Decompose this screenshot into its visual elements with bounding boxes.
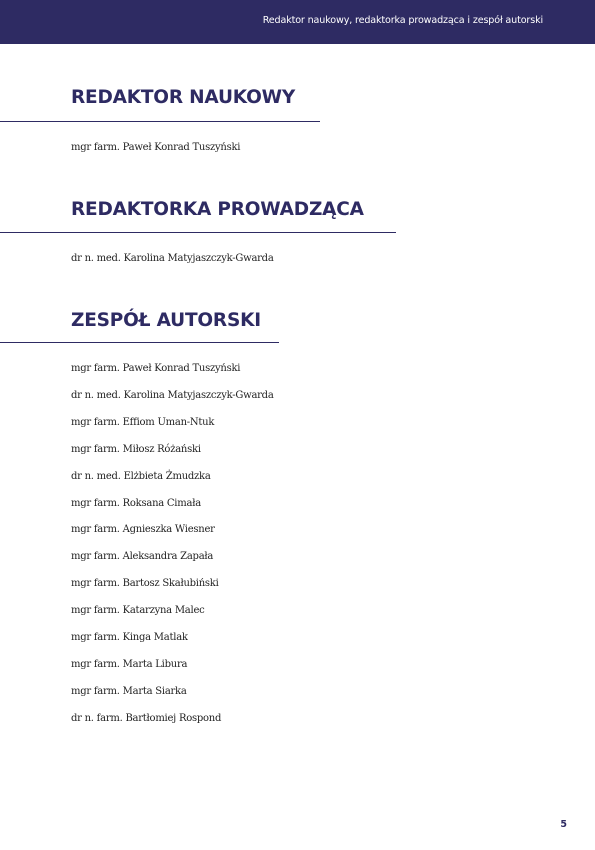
list-item: mgr farm. Bartosz Skałubiński (71, 578, 219, 589)
list-item: mgr farm. Marta Siarka (71, 686, 187, 697)
page-number: 5 (560, 819, 567, 830)
list-item: dr n. med. Karolina Matyjaszczyk-Gwarda (71, 253, 274, 264)
running-header-title: Redaktor naukowy, redaktorka prowadząca i zespół autorski (262, 15, 543, 26)
list-item: mgr farm. Paweł Konrad Tuszyński (71, 363, 241, 374)
heading-redaktor-naukowy: REDAKTOR NAUKOWY (71, 87, 296, 108)
list-item: mgr farm. Miłosz Różański (71, 444, 201, 455)
list-item: dr n. farm. Bartłomiej Rospond (71, 713, 222, 724)
list-item: mgr farm. Katarzyna Malec (71, 605, 205, 616)
list-item: mgr farm. Paweł Konrad Tuszyński (71, 142, 241, 153)
list-item: mgr farm. Agnieszka Wiesner (71, 524, 215, 535)
heading-underline (0, 232, 396, 233)
list-item: mgr farm. Effiom Uman-Ntuk (71, 417, 215, 428)
heading-zespol-autorski: ZESPÓŁ AUTORSKI (71, 310, 261, 331)
list-item: mgr farm. Kinga Matlak (71, 632, 188, 643)
heading-underline (0, 342, 279, 343)
heading-underline (0, 121, 320, 122)
header-bar (0, 0, 595, 44)
list-item: mgr farm. Roksana Cimała (71, 498, 201, 509)
list-item: dr n. med. Elżbieta Żmudzka (71, 471, 211, 482)
list-item: dr n. med. Karolina Matyjaszczyk-Gwarda (71, 390, 274, 401)
heading-redaktorka-prowadzaca: REDAKTORKA PROWADZĄCA (71, 199, 364, 220)
list-item: mgr farm. Aleksandra Zapała (71, 551, 214, 562)
list-item: mgr farm. Marta Libura (71, 659, 188, 670)
